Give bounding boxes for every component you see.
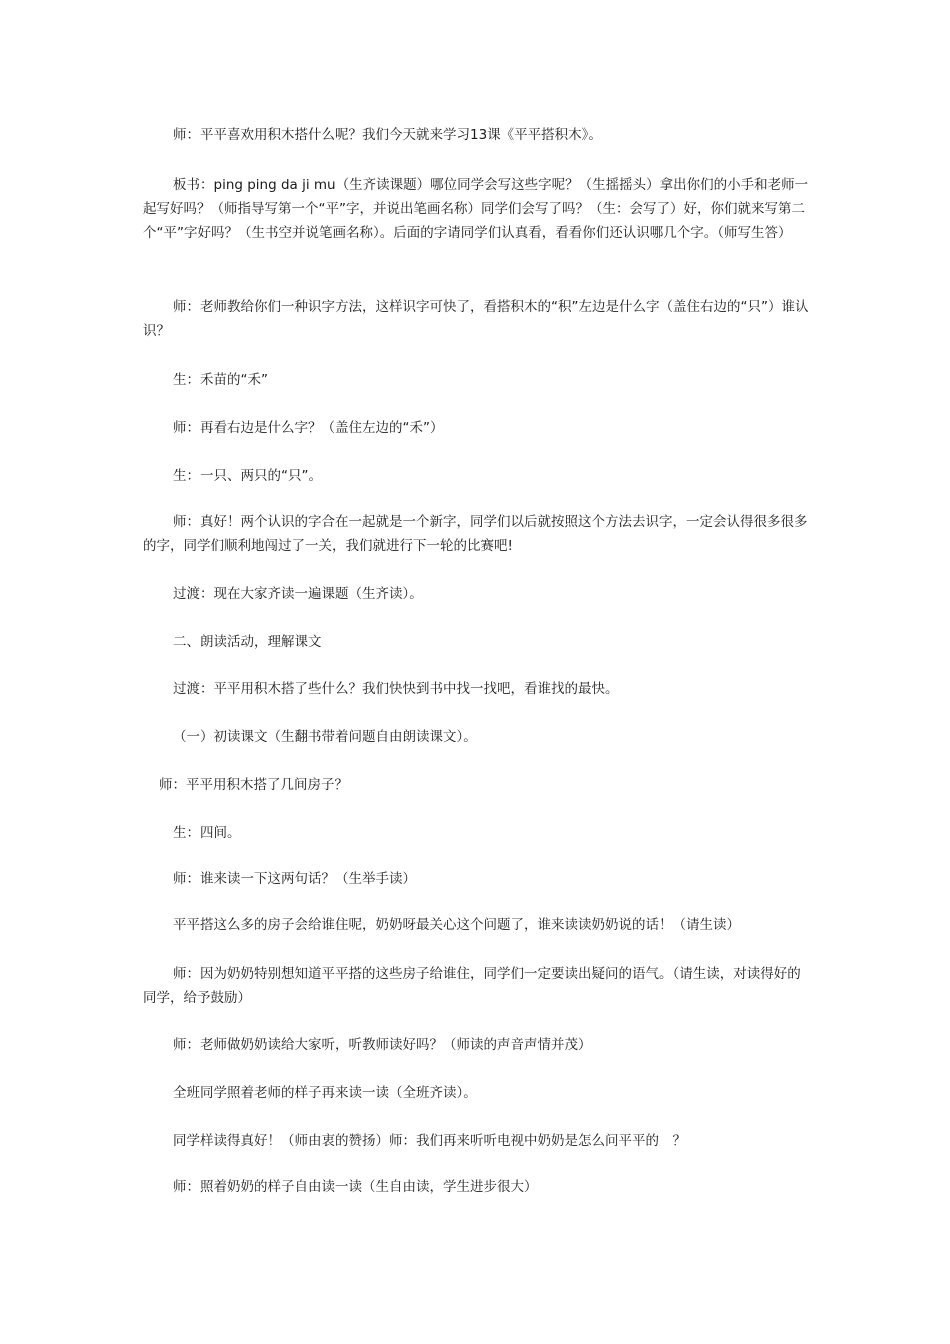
paragraph-grandma-question: 平平搭这么多的房子会给谁住呢，奶奶呀最关心这个问题了，谁来读读奶奶说的话！（请生读） [173,917,740,933]
paragraph-transition-read-title: 过渡：现在大家齐读一遍课题（生齐读）。 [173,586,423,602]
paragraph-student-answer-zhi: 生：一只、两只的“只”。 [173,468,322,484]
paragraph-student-answer-he: 生：禾苗的“禾” [173,372,268,388]
subsection-first-reading: （一）初读课文（生翻书带着问题自由朗读课文）。 [173,729,477,745]
paragraph-teacher-houses-question: 师：平平用积木搭了几间房子？ [159,777,348,793]
paragraph-praise-and-video: 同学样读得真好！（师由衷的赞扬）师：我们再来听听电视中奶奶是怎么问平平的 ？ [173,1133,686,1149]
section-heading-reading-activity: 二、朗读活动，理解课文 [173,634,322,650]
paragraph-teacher-reads-aloud: 师：老师做奶奶读给大家听，听教师读好吗？（师读的声音声情并茂） [173,1037,592,1053]
paragraph-teacher-right-side: 师：再看右边是什么字？（盖住左边的“禾”） [173,420,444,436]
paragraph-literacy-method: 师：老师教给你们一种识字方法，这样识字可快了，看搭积木的“积”左边是什么字（盖住右边的“只”）谁认识？ [143,299,809,339]
paragraph-intro-question: 师：平平喜欢用积木搭什么呢？我们今天就来学习13课《平平搭积木》。 [173,127,602,143]
paragraph-student-four: 生：四间。 [173,825,241,841]
paragraph-free-reading: 师：照着奶奶的样子自由读一读（生自由读，学生进步很大） [173,1179,538,1195]
paragraph-transition-find: 过渡：平平用积木搭了些什么？我们快快到书中找一找吧，看谁找的最快。 [173,681,619,697]
paragraph-teacher-who-reads: 师：谁来读一下这两句话？（生举手读） [173,871,416,887]
paragraph-teacher-question-tone: 师：因为奶奶特别想知道平平搭的这些房子给谁住，同学们一定要读出疑问的语气。（请生读，对读得好的同学，给予鼓励） [143,966,801,1006]
paragraph-class-reads-together: 全班同学照着老师的样子再来读一读（全班齐读）。 [173,1085,477,1101]
paragraph-blackboard-writing: 板书：ping ping da ji mu（生齐读课题）哪位同学会写这些字呢？（生摇摇头）拿出你们的小手和老师一起写好吗？（师指导写第一个“平”字，并说出笔画名称）同学们会写了吗？（生：会写了）好，你们就来写第二个“平”字好吗？（生书空并说笔画名称）。后面的字请同学们认真看，看看你们还认识哪几个字。（师写生答） [143,177,809,241]
paragraph-teacher-praise: 师：真好！两个认识的字合在一起就是一个新字，同学们以后就按照这个方法去识字，一定会认得很多很多的字，同学们顺利地闯过了一关，我们就进行下一轮的比赛吧! [143,514,808,554]
